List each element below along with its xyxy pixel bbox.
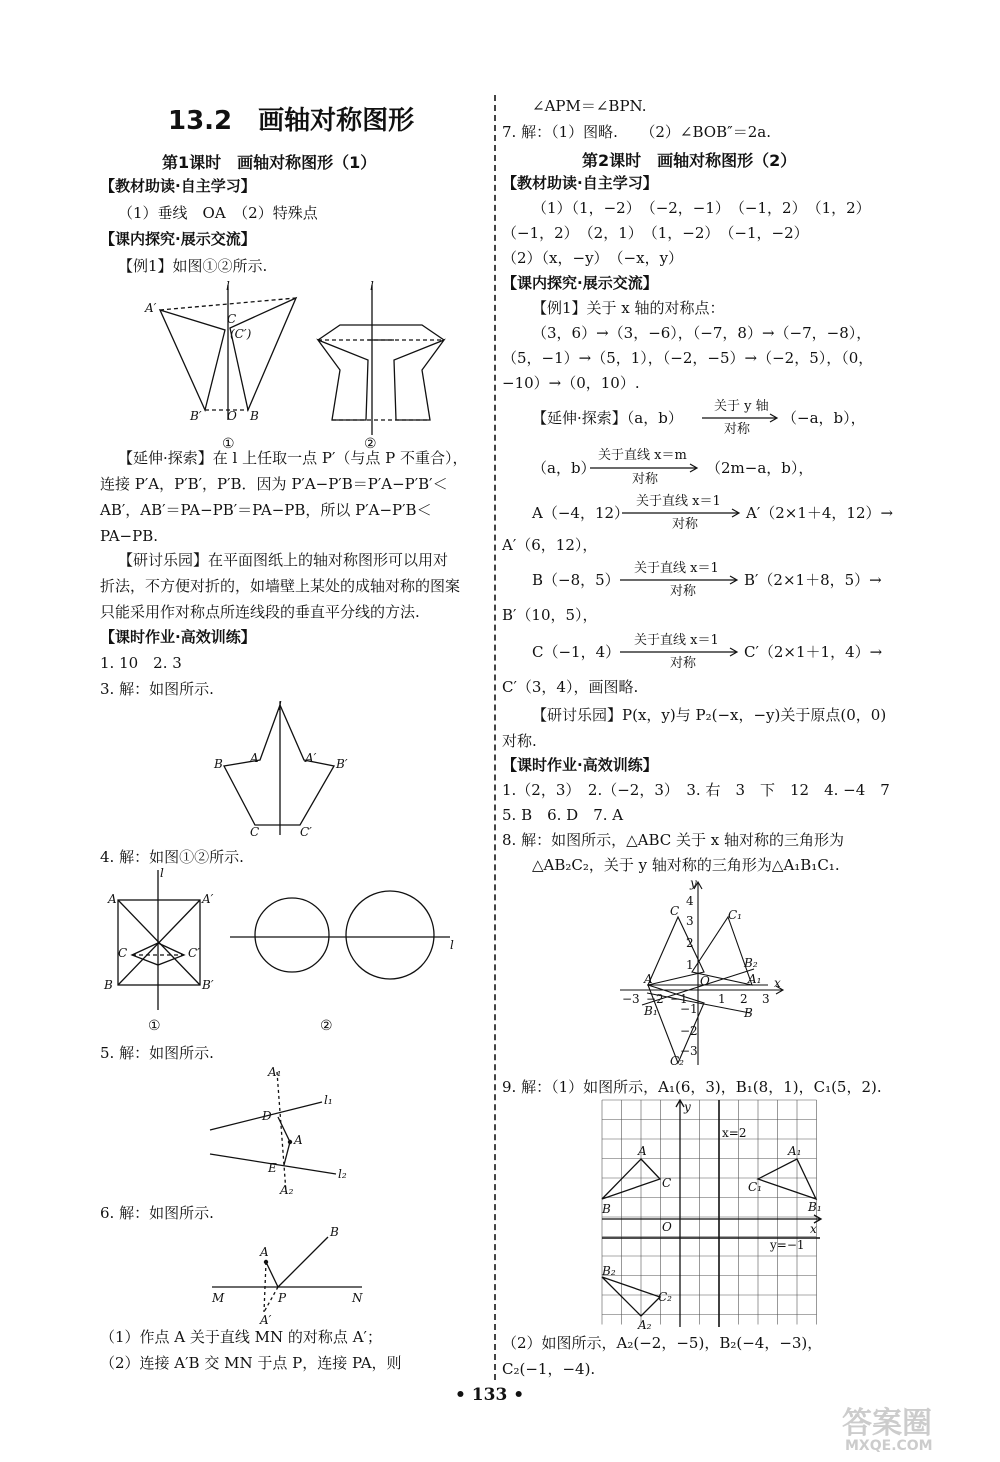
figure-answer3 xyxy=(100,700,490,840)
cx-suffix: C′（2×1＋1，4）→ xyxy=(744,643,883,661)
label: l xyxy=(160,866,164,880)
discussion-line: 只能采用作对称点所连线段的垂直平分线的方法. xyxy=(100,603,420,621)
label: A xyxy=(638,1144,647,1158)
label: A′ xyxy=(202,892,214,906)
label: B′ xyxy=(202,978,214,992)
figure-answer6 xyxy=(100,1222,490,1332)
label: M xyxy=(212,1291,225,1305)
lesson2-title: 第2课时 画轴对称图形（2） xyxy=(582,151,797,170)
label: N xyxy=(352,1291,363,1305)
label: B₁ xyxy=(644,1004,658,1018)
tick-label: −2 xyxy=(680,1024,698,1038)
answer-line: （2）（x，−y） （−x，y） xyxy=(502,249,684,267)
label: C xyxy=(670,904,680,918)
label: A₁ xyxy=(788,1144,802,1158)
extension-line: 【延伸·探索】在 l 上任取一点 P′（与点 P 不重合）， xyxy=(118,449,468,467)
heading-homework-2: 【课时作业·高效训练】 xyxy=(502,756,658,774)
arrow-top-label: 关于 y 轴 xyxy=(714,399,769,414)
example-line: 【例1】关于 x 轴的对称点： xyxy=(532,299,725,317)
figure-number: ① xyxy=(222,436,235,452)
answer-line: （1）（1，−2） （−2，−1） （−1，2） （1，2） xyxy=(532,199,871,217)
answer-6-step2: （2）连接 A′B 交 MN 于点 P，连接 PA，则 xyxy=(100,1354,402,1372)
figure-answer5 xyxy=(100,1062,490,1197)
arrow-top-label: 关于直线 x＝1 xyxy=(634,561,719,576)
tick-label: −3 xyxy=(680,1044,698,1058)
answer-6: 6. 解：如图所示. xyxy=(100,1204,214,1222)
label: O xyxy=(700,974,710,988)
tick-label: 3 xyxy=(762,992,770,1006)
example1-text: 【例1】如图①②所示. xyxy=(118,257,268,275)
figure-number: ② xyxy=(364,436,377,452)
label: A xyxy=(294,1133,303,1147)
label: C′ xyxy=(188,946,200,960)
bx-prefix: B（−8，5） xyxy=(532,571,620,589)
ax-result: A′（6，12）， xyxy=(502,536,598,554)
watermark-logo: 答案圈 xyxy=(842,1406,932,1441)
bx-result: B′（10，5）， xyxy=(502,606,598,624)
tick-label: 1 xyxy=(718,992,726,1006)
bx-suffix: B′（2×1＋8，5）→ xyxy=(744,571,882,589)
arrow-top-label: 关于直线 x＝1 xyxy=(636,494,721,509)
label: B xyxy=(330,1225,339,1239)
label: l xyxy=(450,938,454,952)
discussion-line: 【研讨乐园】在平面图纸上的轴对称图形可以用对 xyxy=(118,551,449,569)
label: B xyxy=(250,409,259,423)
answer-line: （−1，2） （2，1） （1，−2） （−1，−2） xyxy=(502,224,809,242)
ext-prefix: 【延伸·探索】（a，b） xyxy=(532,409,683,427)
label: B₂ xyxy=(744,956,758,970)
tick-label: −2 xyxy=(646,992,664,1006)
answer-9-part2: （2）如图所示，A₂(−2，−5)，B₂(−4，−3)， xyxy=(502,1334,823,1352)
label: B′ xyxy=(336,757,348,771)
arrow-bottom-label: 对称 xyxy=(670,656,697,671)
label: B xyxy=(104,978,113,992)
answer-6-step1: （1）作点 A 关于直线 MN 的对称点 A′； xyxy=(100,1328,382,1346)
extension-line: 连接 P′A，P′B′，P′B．因为 P′A−P′B＝P′A−P′B′＜ xyxy=(100,475,448,493)
label: A₁ xyxy=(268,1065,282,1079)
label: (C′) xyxy=(230,327,252,341)
m-suffix: （2m−a，b）， xyxy=(706,459,814,477)
label: O xyxy=(227,409,237,423)
label: l xyxy=(278,699,282,713)
label: x=2 xyxy=(722,1126,747,1140)
tick-label: 2 xyxy=(686,936,694,950)
arrow-bottom-label: 对称 xyxy=(724,422,751,437)
label: A₂ xyxy=(638,1318,652,1332)
ext-suffix: （−a，b）， xyxy=(782,409,866,427)
arrow-top-label: 关于直线 x＝m xyxy=(598,448,687,463)
example-line: −10）→（0，10）. xyxy=(502,374,640,392)
label: l₂ xyxy=(338,1167,347,1181)
label: B₁ xyxy=(808,1200,822,1214)
tick-label: −1 xyxy=(670,992,688,1006)
tick-label: 1 xyxy=(686,958,694,972)
label: A₂ xyxy=(280,1183,294,1197)
label: A xyxy=(260,1245,269,1259)
figure-answer8 xyxy=(502,875,917,1075)
watermark-url: MXQE.COM xyxy=(845,1438,933,1454)
cx-prefix: C（−1，4） xyxy=(532,643,621,661)
label: C xyxy=(118,946,128,960)
label: B′ xyxy=(190,409,202,423)
label: A′ xyxy=(305,751,317,765)
answers-1-2: 1. 10 2. 3 xyxy=(100,654,182,672)
discussion-line: 折法，不方便对折的，如墙壁上某处的成轴对称的图案 xyxy=(100,577,461,595)
heading-class-exploration: 【课内探究·展示交流】 xyxy=(100,230,256,248)
extension-line: AB′，AB′＝PA−PB′＝PA−PB，所以 P′A−P′B＜ xyxy=(100,501,432,519)
ax-suffix: A′（2×1＋4，12）→ xyxy=(746,504,894,522)
label: l xyxy=(370,279,374,293)
cx-result: C′（3，4），画图略. xyxy=(502,678,639,696)
label: C′ xyxy=(300,825,312,839)
arrow-bottom-label: 对称 xyxy=(632,472,659,487)
label: B₂ xyxy=(602,1264,616,1278)
answer-line: （1）垂线 OA （2）特殊点 xyxy=(118,204,318,222)
label: C₂ xyxy=(670,1054,684,1068)
figure-number: ② xyxy=(320,1018,333,1034)
discussion-line: 对称. xyxy=(502,732,537,750)
label: A xyxy=(108,892,117,906)
tick-label: −1 xyxy=(680,1002,698,1016)
column-divider xyxy=(494,95,496,1380)
label: y xyxy=(684,1100,691,1114)
answer-5: 5. 解：如图所示. xyxy=(100,1044,214,1062)
answer-9-part2: C₂(−1，−4). xyxy=(502,1360,596,1378)
answers-1-4: 1.（2，3） 2.（−2，3） 3. 右 3 下 12 4. −4 7 xyxy=(502,781,890,799)
tick-label: 4 xyxy=(686,894,694,908)
label: A xyxy=(644,972,653,986)
discussion-line: 【研讨乐园】P(x，y)与 P₂(−x，−y)关于原点(0，0) xyxy=(532,706,887,724)
label: B xyxy=(214,757,223,771)
tick-label: 3 xyxy=(686,914,694,928)
label: C₁ xyxy=(728,908,742,922)
heading-textbook-reading-2: 【教材助读·自主学习】 xyxy=(502,174,658,192)
label: y xyxy=(690,876,697,890)
label: x xyxy=(810,1222,817,1236)
figure-answer9 xyxy=(502,1097,917,1332)
heading-textbook-reading: 【教材助读·自主学习】 xyxy=(100,177,256,195)
answer-3: 3. 解：如图所示. xyxy=(100,680,214,698)
label: C xyxy=(662,1176,672,1190)
label: C₁ xyxy=(748,1180,762,1194)
answer-8: 8. 解：如图所示，△ABC 关于 x 轴对称的三角形为 xyxy=(502,831,844,849)
label: x xyxy=(774,976,781,990)
figure-example1 xyxy=(100,280,490,460)
tick-label: −3 xyxy=(622,992,640,1006)
label: O xyxy=(662,1220,672,1234)
arrow-bottom-label: 对称 xyxy=(672,517,699,532)
figure-number: ① xyxy=(148,1018,161,1034)
m-prefix: （a，b） xyxy=(532,459,596,477)
heading-homework: 【课时作业·高效训练】 xyxy=(100,628,256,646)
page-number: • 133 • xyxy=(455,1385,525,1405)
continued-line: ∠APM＝∠BPN. xyxy=(532,97,647,115)
answer-8: △AB₂C₂，关于 y 轴对称的三角形为△A₁B₁C₁. xyxy=(532,856,840,874)
label: A′ xyxy=(260,1313,272,1327)
tick-label: 2 xyxy=(740,992,748,1006)
label: C₂ xyxy=(658,1290,672,1304)
label: A′ xyxy=(145,301,157,315)
example-line: （3，6）→（3，−6），（−7，8）→（−7，−8）， xyxy=(532,324,872,342)
section-title: 13.2 画轴对称图形 xyxy=(168,106,415,136)
label: A xyxy=(250,751,259,765)
answer-9: 9. 解：（1）如图所示，A₁(6，3)，B₁(8，1)，C₁(5，2). xyxy=(502,1078,882,1096)
figure-answer4 xyxy=(100,865,490,1040)
answer-4: 4. 解：如图①②所示. xyxy=(100,848,244,866)
label: l xyxy=(226,279,230,293)
label: A₁ xyxy=(748,972,762,986)
label: P xyxy=(278,1291,287,1305)
ax-prefix: A（−4，12） xyxy=(532,504,630,522)
lesson1-title: 第1课时 画轴对称图形（1） xyxy=(162,153,377,172)
label: B xyxy=(744,1006,753,1020)
label: y=−1 xyxy=(770,1238,805,1252)
extension-line: PA−PB. xyxy=(100,527,159,545)
label: E xyxy=(268,1161,277,1175)
arrow-bottom-label: 对称 xyxy=(670,584,697,599)
label: B xyxy=(602,1202,611,1216)
label: l₁ xyxy=(324,1093,333,1107)
label: D xyxy=(262,1109,272,1123)
answer-7: 7. 解：（1）图略. （2）∠BOB″＝2a. xyxy=(502,123,771,141)
label: C xyxy=(227,312,237,326)
label: C xyxy=(250,825,260,839)
answers-5-7: 5. B 6. D 7. A xyxy=(502,806,624,824)
arrow-top-label: 关于直线 x＝1 xyxy=(634,633,719,648)
example-line: （5，−1）→（5，1），（−2，−5）→（−2，5），（0， xyxy=(502,349,874,367)
heading-class-exploration-2: 【课内探究·展示交流】 xyxy=(502,274,658,292)
